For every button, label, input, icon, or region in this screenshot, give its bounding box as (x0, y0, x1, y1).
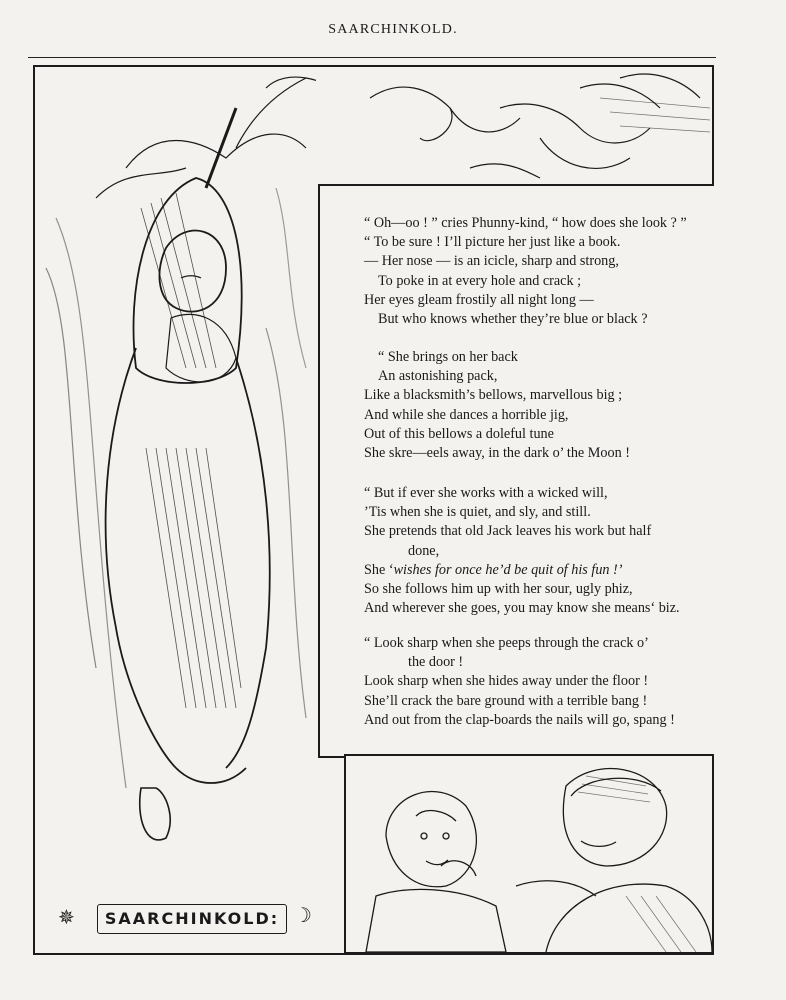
poem-line (364, 561, 680, 580)
girl-and-man-drawing (346, 756, 712, 952)
poem-text: She ‘ (364, 561, 394, 578)
poem-line: And while she dances a horrible jig, (364, 406, 569, 423)
poem-line: Her eyes gleam frostily all night long — (364, 291, 594, 308)
listeners-frame (344, 754, 714, 954)
title-plaque: SAARCHINKOLD: (97, 904, 287, 934)
poem-line: To poke in at every hole and crack ; (378, 272, 582, 289)
poem-line: “ But if ever she works with a wicked will, (364, 485, 608, 501)
poem-line: the door ! (408, 654, 464, 671)
hooded-woman-drawing (36, 68, 316, 898)
poem-line: “ Look sharp when she peeps through the crack o’ (364, 635, 649, 651)
poem-line: An astonishing pack, (378, 368, 498, 385)
stanza-3 (364, 484, 680, 618)
poem-line: done, (408, 542, 440, 559)
poem-italic: wishes for once he’d be quit of his fun !’ (393, 561, 623, 578)
poem-line: She skre—eels away, in the dark o’ the Moon ! (364, 445, 630, 462)
poem-line: And wherever she goes, you may know she means‘ biz. (364, 600, 680, 617)
poem-line: “ To be sure ! I’ll picture her just like a book. (364, 234, 621, 251)
stanza-2 (364, 348, 630, 463)
poem-line: “ Oh—oo ! ” cries Phunny-kind, “ how does she look ? ” (364, 215, 687, 231)
poem-line: And out from the clap-boards the nails will go, spang ! (364, 711, 675, 728)
poem-line: She’ll crack the bare ground with a terrible bang ! (364, 692, 648, 709)
poem-box (318, 184, 714, 758)
main-illustration (36, 68, 316, 898)
moon-ornament: ☽ (294, 905, 312, 927)
star-ornament: ✵ (58, 907, 75, 929)
poem-line: “ She brings on her back (378, 349, 518, 365)
running-head: SAARCHINKOLD. (328, 22, 458, 37)
poem-line: Out of this bellows a doleful tune (364, 425, 554, 442)
head-rule (28, 57, 716, 58)
stanza-4 (364, 634, 675, 730)
poem-line: Look sharp when she hides away under the floor ! (364, 673, 649, 690)
flying-geese-drawing (360, 68, 712, 184)
poem-line: — Her nose — is an icicle, sharp and strong, (364, 253, 619, 270)
geese-illustration (360, 68, 712, 184)
poem-line: ’Tis when she is quiet, and sly, and still. (364, 504, 591, 521)
poem-line: So she follows him up with her sour, ugly phiz, (364, 581, 633, 598)
poem-line: Like a blacksmith’s bellows, marvellous big ; (364, 387, 623, 404)
poem-line: But who knows whether they’re blue or black ? (378, 311, 648, 328)
stanza-1 (364, 214, 687, 329)
poem-line: She pretends that old Jack leaves his work but half (364, 523, 652, 540)
